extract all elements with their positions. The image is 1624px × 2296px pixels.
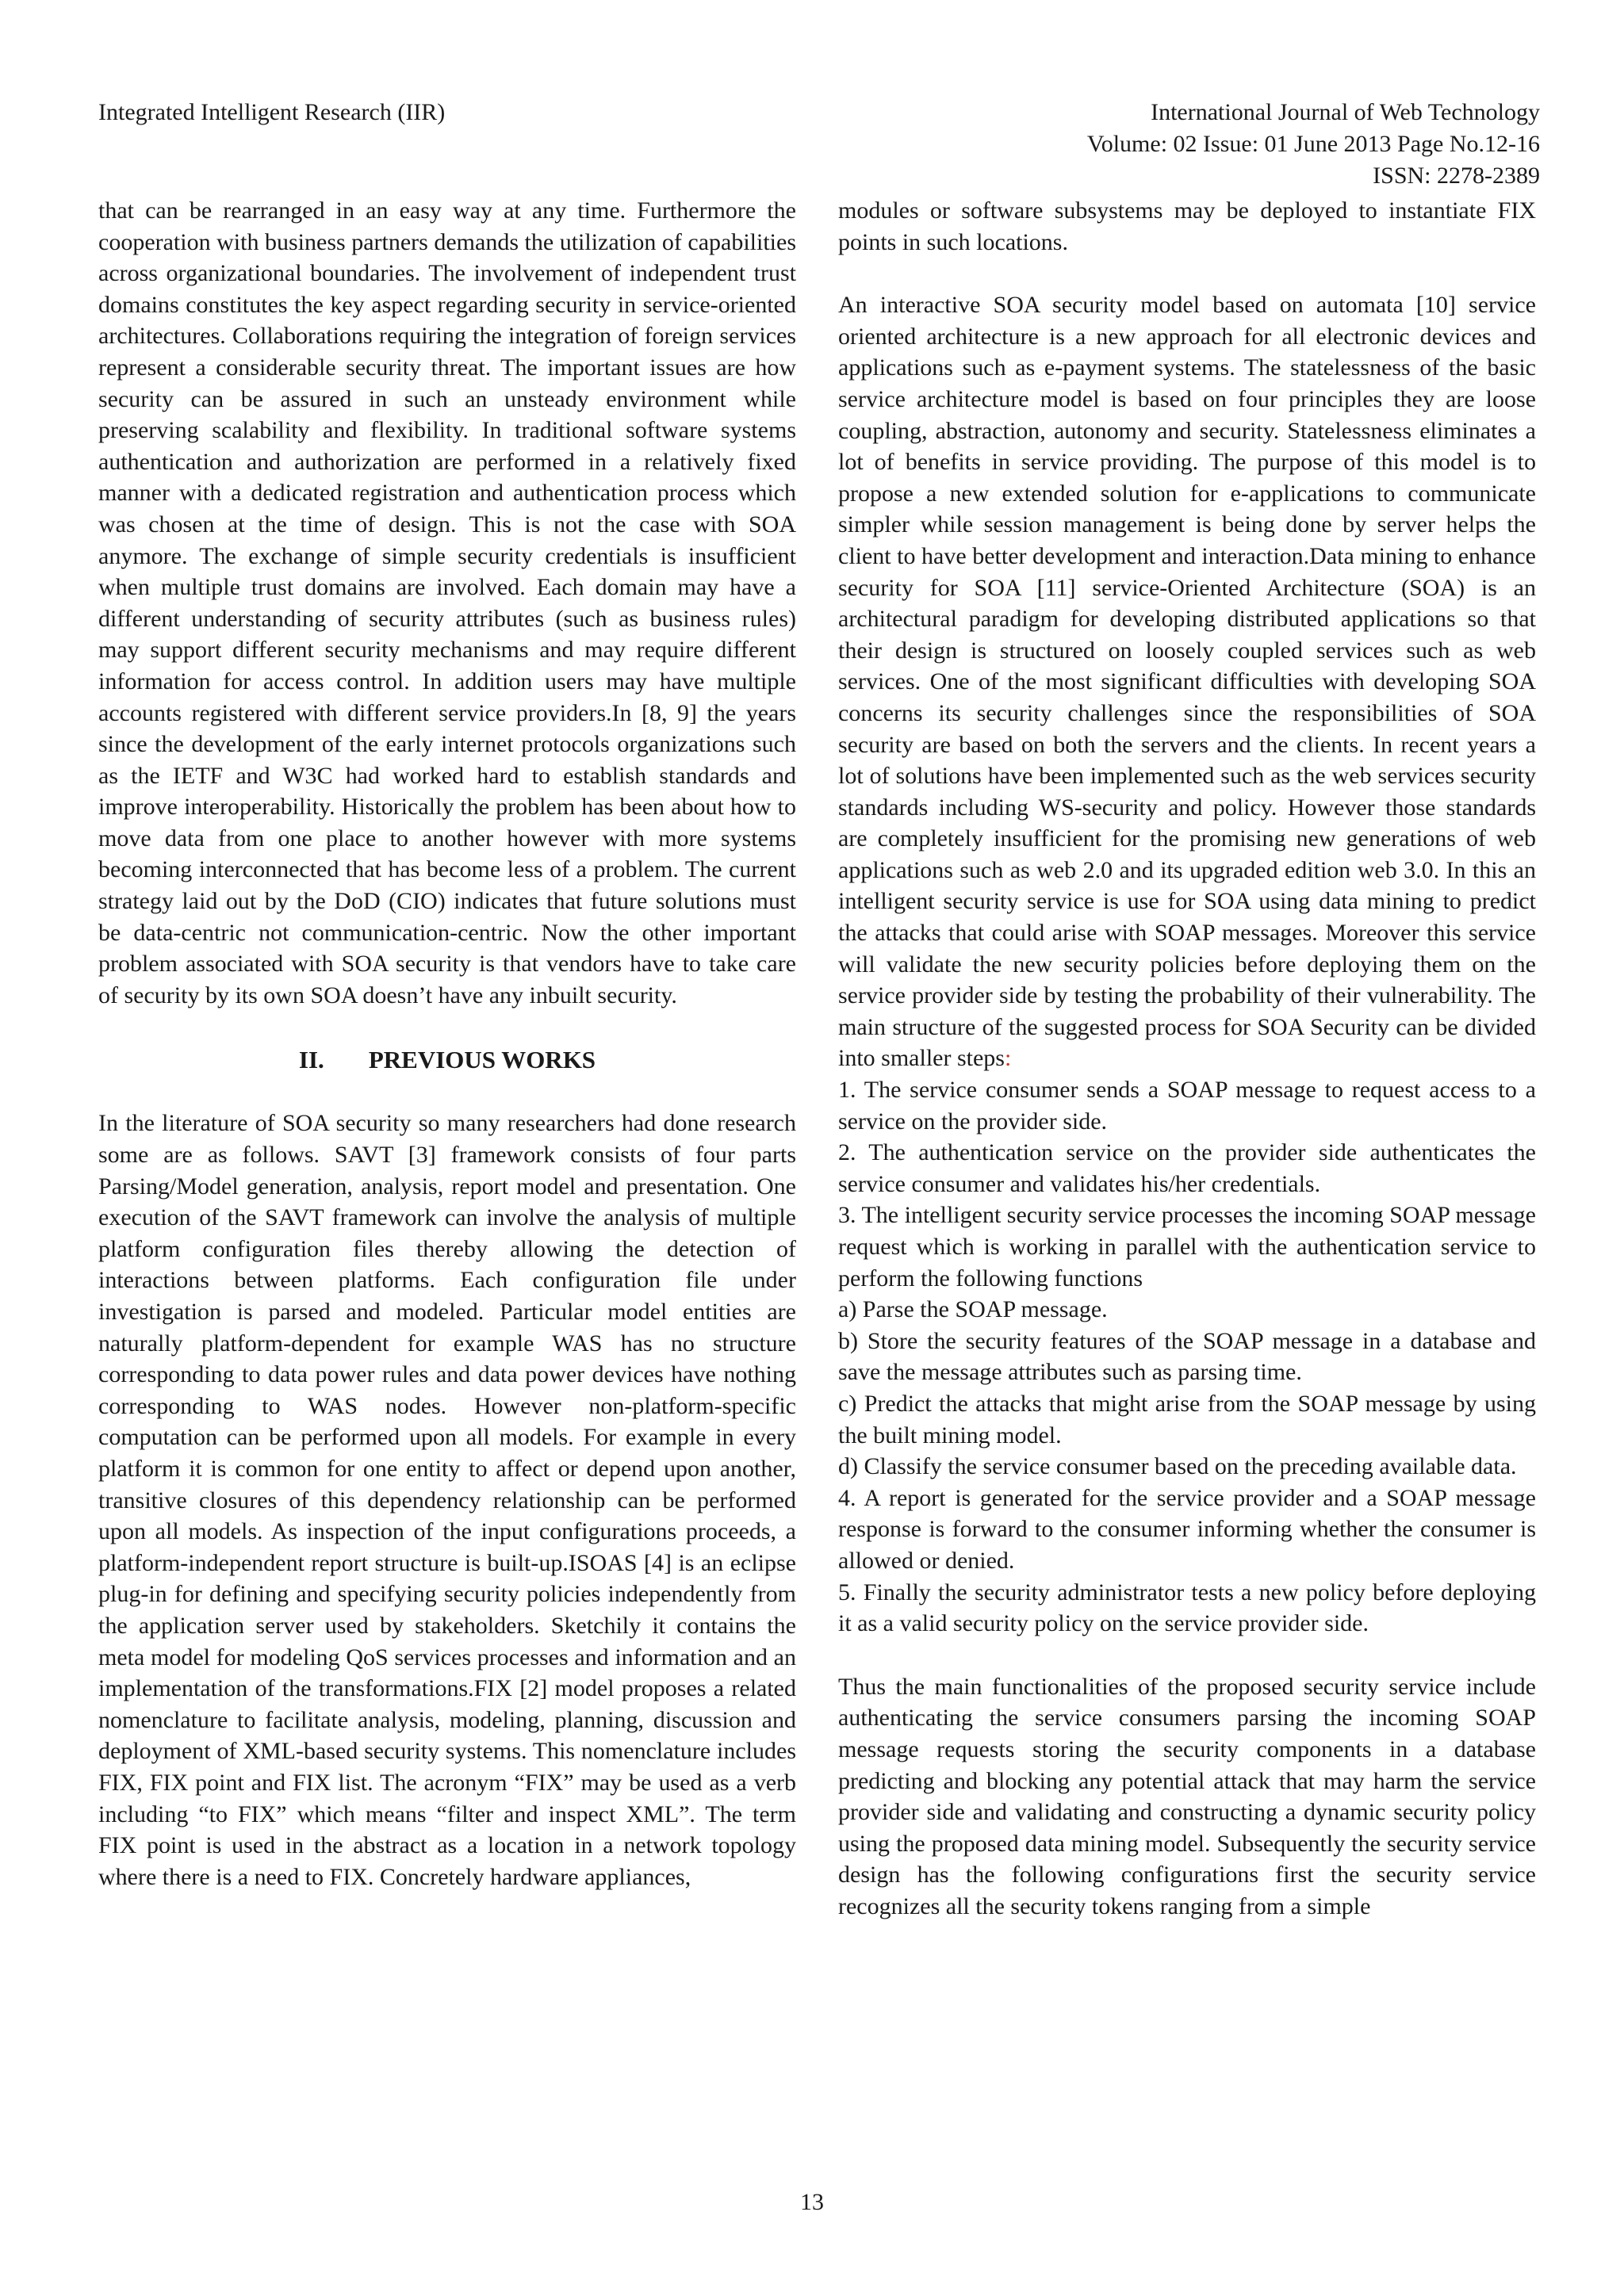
list-item: a) Parse the SOAP message. — [838, 1296, 1108, 1323]
list-item: 2. The authentication service on the provider side authenticates the service consumer and validates his/her credentials. — [838, 1139, 1536, 1197]
paragraph: In the literature of SOA security so many researchers had done research some are as follows. SAVT [3] framework consists of four parts Parsing/Model generation, analysis, report model and presentation. One execution of the SAVT framework can involve the analysis of multiple platform configuration files thereby allowing the detection of interactions between platforms. Each configuration file under investigation is parsed and modeled. Particular model entities are naturally platform-dependent for example WAS has no structure corresponding to data power rules and data power devices have nothing corresponding to WAS nodes. However non-platform-specific computation can be performed upon all models. For example in every platform it is common for one entity to affect or depend upon another, transitive closures of this dependency relationship can be performed upon all models. As inspection of the input configurations proceeds, a platform-independent report structure is built-up.ISOAS [4] is an eclipse plug-in for defining and specifying security policies independently from the application server used by stakeholders. Sketchily it contains the meta model for modeling QoS services processes and information and an implementation of the transformations.FIX [2] model proposes a related nomenclature to facilitate analysis, modeling, planning, discussion and deployment of XML-based security systems. This nomenclature includes FIX, FIX point and FIX list. The acronym “FIX” may be used as a verb including “to FIX” which means “filter and inspect XML”. The term FIX point is used in the abstract as a location in a network topology where there is a need to FIX. Concretely hardware appliances, — [98, 1110, 796, 1890]
page-number: 13 — [800, 2189, 824, 2215]
journal-issn: ISSN: 2278-2389 — [1373, 163, 1540, 189]
list-item: 1. The service consumer sends a SOAP message to request access to a service on the provider side. — [838, 1077, 1536, 1135]
journal-volume: Volume: 02 Issue: 01 June 2013 Page No.12-16 — [1086, 131, 1540, 157]
list-item: 4. A report is generated for the service provider and a SOAP message response is forward to the consumer informing whether the consumer is allowed or denied. — [838, 1484, 1536, 1574]
left-column — [98, 195, 796, 1892]
list-item: 5. Finally the security administrator tests a new policy before deploying it as a valid security policy on the service provider side. — [838, 1578, 1536, 1637]
list-item: 3. The intelligent security service processes the incoming SOAP message request which is working in parallel with the authentication service to perform the following functions — [838, 1202, 1536, 1292]
right-column — [838, 195, 1536, 1922]
section-title: PREVIOUS WORKS — [368, 1046, 596, 1074]
journal-title: International Journal of Web Technology — [1151, 99, 1540, 125]
list-item: b) Store the security features of the SOAP message in a database and save the message attributes such as parsing time. — [838, 1327, 1536, 1386]
paragraph: that can be rearranged in an easy way at any time. Furthermore the cooperation with business partners demands the utilization of capabilities across organizational boundaries. The involvement of independent trust domains constitutes the key aspect regarding security in service-oriented architectures. Collaborations requiring the integration of foreign services represent a considerable security threat. The important issues are how security can be assured in such an unsteady environment while preserving scalability and flexibility. In traditional software systems authentication and authorization are performed in a relatively fixed manner with a dedicated registration and authentication process which was chosen at the time of design. This is not the case with SOA anymore. The exchange of simple security credentials is insufficient when multiple trust domains are involved. Each domain may have a different understanding of security attributes (such as business rules) may support different security mechanisms and may require different information for access control. In addition users may have multiple accounts registered with different service providers.In [8, 9] the years since the development of the early internet protocols organizations such as the IETF and W3C had worked hard to establish standards and improve interoperability. Historically the problem has been about how to move data from one place to another however with more systems becoming interconnected that has become less of a problem. The current strategy laid out by the DoD (CIO) indicates that future solutions must be data-centric not communication-centric. Now the other important problem associated with SOA security is that vendors have to take care of security by its own SOA doesn’t have any inbuilt security. — [98, 197, 796, 1008]
paragraph-colon: : — [1004, 1045, 1012, 1072]
journal-publisher: Integrated Intelligent Research (IIR) — [98, 99, 446, 125]
journal-info — [1087, 97, 1540, 192]
paragraph-text: An interactive SOA security model based on automata [10] service oriented architecture is a new approach for all electronic devices and applications such as e-payment systems. The statelessness of the basic service architecture model is based on four principles they are loose coupling, abstraction, autonomy and security. Statelessness eliminates a lot of benefits in service providing. The purpose of this model is to propose a new extended solution for e-applications to communicate simpler while session management is being done by server helps the client to have better development and interaction.Data mining to enhance security for SOA [11] service-Oriented Architecture (SOA) is an architectural paradigm for developing distributed applications so that their design is structured on loosely coupled services such as web services. One of the most significant difficulties with developing SOA concerns its security challenges since the responsibilities of SOA security are based on both the servers and the clients. In recent years a lot of solutions have been implemented such as the web services security standards including WS-security and policy. However those standards are completely insufficient for the promising new generations of web applications such as web 2.0 and its upgraded edition web 3.0. In this an intelligent security service is use for SOA using data mining to predict the attacks that could arise with SOAP messages. Moreover this service will validate the new security policies before deploying them on the service provider side by testing the probability of their vulnerability. The main structure of the suggested process for SOA Security can be divided into smaller steps — [838, 292, 1536, 1072]
paragraph — [838, 289, 1536, 1074]
section-number: II. — [298, 1046, 324, 1074]
section-heading — [98, 1044, 796, 1076]
paragraph: modules or software subsystems may be deployed to instantiate FIX points in such locations. — [838, 197, 1536, 255]
paragraph: Thus the main functionalities of the proposed security service include authenticating the service consumers parsing the incoming SOAP message requests storing the security components in a database predicting and blocking any potential attack that may harm the service provider side and validating and constructing a dynamic security policy using the proposed data mining model. Subsequently the security service design has the following configurations first the security service recognizes all the security tokens ranging from a simple — [838, 1673, 1536, 1919]
list-item: c) Predict the attacks that might arise from the SOAP message by using the built mining model. — [838, 1390, 1536, 1448]
list-item: d) Classify the service consumer based on the preceding available data. — [838, 1453, 1517, 1480]
